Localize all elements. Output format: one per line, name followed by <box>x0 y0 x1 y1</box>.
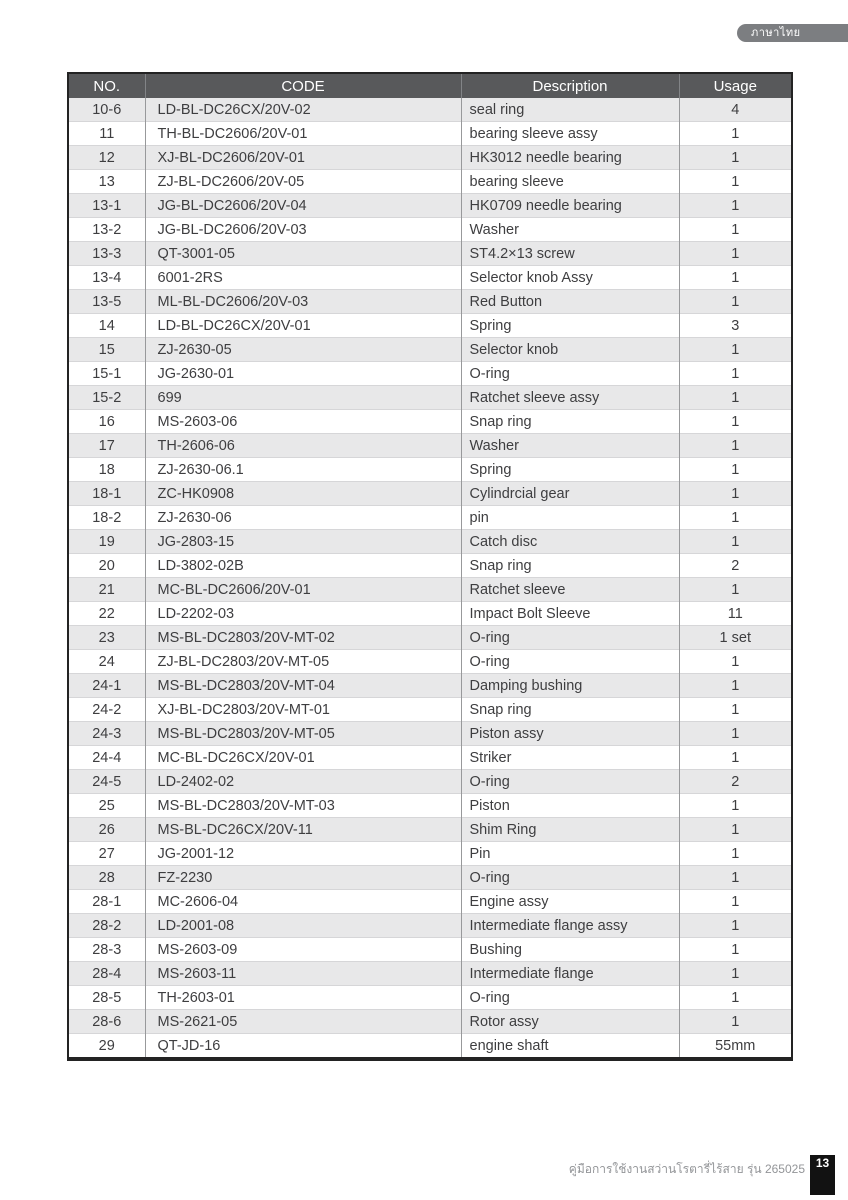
table-row <box>68 410 792 434</box>
cell-code: LD-2402-02 <box>145 770 461 794</box>
cell-code: XJ-BL-DC2606/20V-01 <box>145 146 461 170</box>
cell-description: Cylindrcial gear <box>461 482 679 506</box>
table-row <box>68 314 792 338</box>
cell-description: Catch disc <box>461 530 679 554</box>
cell-usage: 1 set <box>679 626 792 650</box>
cell-description: Ratchet sleeve <box>461 578 679 602</box>
table-row <box>68 386 792 410</box>
cell-usage: 1 <box>679 194 792 218</box>
cell-no: 28-3 <box>68 938 145 962</box>
table-row <box>68 578 792 602</box>
cell-description: Impact Bolt Sleeve <box>461 602 679 626</box>
cell-usage: 1 <box>679 914 792 938</box>
cell-no: 21 <box>68 578 145 602</box>
table-row <box>68 938 792 962</box>
cell-usage: 55mm <box>679 1034 792 1060</box>
cell-description: Ratchet sleeve assy <box>461 386 679 410</box>
cell-code: LD-2001-08 <box>145 914 461 938</box>
cell-code: MC-2606-04 <box>145 890 461 914</box>
cell-code: JG-2803-15 <box>145 530 461 554</box>
cell-description: HK3012 needle bearing <box>461 146 679 170</box>
cell-description: Pin <box>461 842 679 866</box>
cell-no: 24-3 <box>68 722 145 746</box>
table-row <box>68 1010 792 1034</box>
table-row <box>68 770 792 794</box>
cell-no: 25 <box>68 794 145 818</box>
cell-no: 10-6 <box>68 98 145 122</box>
page-number-badge: 13 <box>810 1155 835 1195</box>
cell-usage: 1 <box>679 650 792 674</box>
cell-code: MS-2621-05 <box>145 1010 461 1034</box>
cell-description: Piston <box>461 794 679 818</box>
cell-code: QT-JD-16 <box>145 1034 461 1060</box>
cell-usage: 1 <box>679 170 792 194</box>
table-row <box>68 242 792 266</box>
cell-usage: 1 <box>679 818 792 842</box>
cell-code: JG-2001-12 <box>145 842 461 866</box>
cell-usage: 1 <box>679 122 792 146</box>
cell-description: HK0709 needle bearing <box>461 194 679 218</box>
column-header-usage: Usage <box>679 73 792 98</box>
cell-usage: 1 <box>679 146 792 170</box>
table-row <box>68 170 792 194</box>
cell-description: Selector knob Assy <box>461 266 679 290</box>
cell-no: 13 <box>68 170 145 194</box>
table-row <box>68 962 792 986</box>
cell-code: FZ-2230 <box>145 866 461 890</box>
cell-usage: 1 <box>679 530 792 554</box>
cell-no: 15 <box>68 338 145 362</box>
cell-usage: 1 <box>679 842 792 866</box>
cell-code: JG-2630-01 <box>145 362 461 386</box>
cell-code: MS-2603-09 <box>145 938 461 962</box>
cell-code: LD-BL-DC26CX/20V-02 <box>145 98 461 122</box>
cell-usage: 1 <box>679 506 792 530</box>
cell-usage: 1 <box>679 1010 792 1034</box>
cell-no: 22 <box>68 602 145 626</box>
table-row <box>68 602 792 626</box>
cell-usage: 1 <box>679 482 792 506</box>
cell-description: Selector knob <box>461 338 679 362</box>
table-row <box>68 866 792 890</box>
table-row <box>68 1034 792 1060</box>
cell-code: TH-BL-DC2606/20V-01 <box>145 122 461 146</box>
cell-description: Striker <box>461 746 679 770</box>
cell-no: 18-1 <box>68 482 145 506</box>
cell-description: O-ring <box>461 770 679 794</box>
cell-usage: 1 <box>679 938 792 962</box>
cell-code: ML-BL-DC2606/20V-03 <box>145 290 461 314</box>
cell-code: MC-BL-DC26CX/20V-01 <box>145 746 461 770</box>
cell-usage: 2 <box>679 554 792 578</box>
table-row <box>68 890 792 914</box>
table-row <box>68 842 792 866</box>
cell-usage: 1 <box>679 410 792 434</box>
cell-usage: 1 <box>679 338 792 362</box>
cell-no: 28 <box>68 866 145 890</box>
table-row <box>68 194 792 218</box>
cell-code: MS-BL-DC2803/20V-MT-02 <box>145 626 461 650</box>
cell-description: pin <box>461 506 679 530</box>
column-header-description: Description <box>461 73 679 98</box>
cell-usage: 1 <box>679 458 792 482</box>
cell-code: MS-2603-06 <box>145 410 461 434</box>
cell-code: MS-BL-DC26CX/20V-11 <box>145 818 461 842</box>
cell-description: ST4.2×13 screw <box>461 242 679 266</box>
cell-description: seal ring <box>461 98 679 122</box>
cell-usage: 1 <box>679 986 792 1010</box>
cell-description: O-ring <box>461 650 679 674</box>
cell-code: MS-BL-DC2803/20V-MT-04 <box>145 674 461 698</box>
column-header-no: NO. <box>68 73 145 98</box>
cell-usage: 1 <box>679 266 792 290</box>
cell-usage: 1 <box>679 794 792 818</box>
footer-manual-title: คู่มือการใช้งานสว่านโรตารี่ไร้สาย รุ่น 265025 <box>568 1162 805 1176</box>
cell-usage: 1 <box>679 386 792 410</box>
table-row <box>68 530 792 554</box>
cell-usage: 1 <box>679 890 792 914</box>
cell-code: ZJ-2630-06 <box>145 506 461 530</box>
table-row <box>68 986 792 1010</box>
cell-description: O-ring <box>461 626 679 650</box>
cell-no: 17 <box>68 434 145 458</box>
cell-no: 16 <box>68 410 145 434</box>
cell-description: bearing sleeve assy <box>461 122 679 146</box>
cell-no: 12 <box>68 146 145 170</box>
table-row <box>68 674 792 698</box>
cell-code: TH-2603-01 <box>145 986 461 1010</box>
table-row <box>68 722 792 746</box>
cell-usage: 1 <box>679 578 792 602</box>
table-row <box>68 146 792 170</box>
cell-description: Spring <box>461 458 679 482</box>
cell-description: Snap ring <box>461 554 679 578</box>
cell-no: 13-4 <box>68 266 145 290</box>
cell-description: Snap ring <box>461 698 679 722</box>
cell-description: Damping bushing <box>461 674 679 698</box>
cell-no: 28-5 <box>68 986 145 1010</box>
cell-description: bearing sleeve <box>461 170 679 194</box>
cell-description: Spring <box>461 314 679 338</box>
cell-code: MS-2603-11 <box>145 962 461 986</box>
cell-code: LD-3802-02B <box>145 554 461 578</box>
cell-code: MS-BL-DC2803/20V-MT-03 <box>145 794 461 818</box>
cell-description: Intermediate flange assy <box>461 914 679 938</box>
cell-code: ZC-HK0908 <box>145 482 461 506</box>
cell-no: 15-1 <box>68 362 145 386</box>
cell-code: JG-BL-DC2606/20V-03 <box>145 218 461 242</box>
table-header-row <box>68 73 792 98</box>
cell-no: 13-3 <box>68 242 145 266</box>
cell-description: Snap ring <box>461 410 679 434</box>
cell-no: 18-2 <box>68 506 145 530</box>
cell-usage: 4 <box>679 98 792 122</box>
cell-description: Intermediate flange <box>461 962 679 986</box>
cell-code: TH-2606-06 <box>145 434 461 458</box>
cell-usage: 1 <box>679 290 792 314</box>
cell-description: O-ring <box>461 866 679 890</box>
cell-code: 6001-2RS <box>145 266 461 290</box>
cell-no: 24 <box>68 650 145 674</box>
cell-description: Washer <box>461 434 679 458</box>
parts-table <box>67 72 793 1061</box>
cell-no: 28-2 <box>68 914 145 938</box>
cell-description: O-ring <box>461 986 679 1010</box>
cell-no: 13-5 <box>68 290 145 314</box>
cell-description: Bushing <box>461 938 679 962</box>
cell-no: 19 <box>68 530 145 554</box>
cell-code: MS-BL-DC2803/20V-MT-05 <box>145 722 461 746</box>
cell-no: 27 <box>68 842 145 866</box>
cell-no: 23 <box>68 626 145 650</box>
table-row <box>68 362 792 386</box>
cell-code: 699 <box>145 386 461 410</box>
cell-usage: 1 <box>679 866 792 890</box>
cell-code: ZJ-2630-05 <box>145 338 461 362</box>
cell-description: Piston assy <box>461 722 679 746</box>
cell-no: 24-5 <box>68 770 145 794</box>
table-row <box>68 266 792 290</box>
cell-no: 15-2 <box>68 386 145 410</box>
cell-no: 28-1 <box>68 890 145 914</box>
cell-no: 13-2 <box>68 218 145 242</box>
table-body <box>68 98 792 1059</box>
cell-code: ZJ-2630-06.1 <box>145 458 461 482</box>
table-row <box>68 914 792 938</box>
table-row <box>68 698 792 722</box>
table-row <box>68 554 792 578</box>
cell-usage: 1 <box>679 746 792 770</box>
cell-no: 29 <box>68 1034 145 1060</box>
language-tab: ภาษาไทย <box>737 24 848 42</box>
cell-code: ZJ-BL-DC2606/20V-05 <box>145 170 461 194</box>
table-row <box>68 218 792 242</box>
cell-usage: 1 <box>679 434 792 458</box>
cell-usage: 11 <box>679 602 792 626</box>
table-row <box>68 650 792 674</box>
cell-code: MC-BL-DC2606/20V-01 <box>145 578 461 602</box>
table-row <box>68 818 792 842</box>
table-row <box>68 338 792 362</box>
cell-code: QT-3001-05 <box>145 242 461 266</box>
cell-usage: 3 <box>679 314 792 338</box>
cell-no: 13-1 <box>68 194 145 218</box>
cell-code: JG-BL-DC2606/20V-04 <box>145 194 461 218</box>
cell-no: 24-1 <box>68 674 145 698</box>
cell-no: 11 <box>68 122 145 146</box>
cell-description: engine shaft <box>461 1034 679 1060</box>
cell-no: 28-6 <box>68 1010 145 1034</box>
table-row <box>68 794 792 818</box>
cell-code: LD-2202-03 <box>145 602 461 626</box>
cell-description: Engine assy <box>461 890 679 914</box>
table-row <box>68 506 792 530</box>
cell-description: O-ring <box>461 362 679 386</box>
cell-no: 20 <box>68 554 145 578</box>
cell-usage: 1 <box>679 674 792 698</box>
cell-no: 26 <box>68 818 145 842</box>
table-row <box>68 122 792 146</box>
cell-usage: 1 <box>679 698 792 722</box>
cell-usage: 1 <box>679 962 792 986</box>
table-row <box>68 290 792 314</box>
cell-usage: 1 <box>679 362 792 386</box>
cell-code: XJ-BL-DC2803/20V-MT-01 <box>145 698 461 722</box>
column-header-code: CODE <box>145 73 461 98</box>
cell-no: 14 <box>68 314 145 338</box>
cell-code: ZJ-BL-DC2803/20V-MT-05 <box>145 650 461 674</box>
table-row <box>68 98 792 122</box>
table-row <box>68 458 792 482</box>
cell-code: LD-BL-DC26CX/20V-01 <box>145 314 461 338</box>
cell-no: 24-2 <box>68 698 145 722</box>
cell-no: 28-4 <box>68 962 145 986</box>
cell-usage: 1 <box>679 218 792 242</box>
table-row <box>68 746 792 770</box>
cell-description: Red Button <box>461 290 679 314</box>
cell-description: Shim Ring <box>461 818 679 842</box>
cell-usage: 1 <box>679 722 792 746</box>
table-row <box>68 482 792 506</box>
cell-description: Washer <box>461 218 679 242</box>
cell-no: 18 <box>68 458 145 482</box>
cell-usage: 1 <box>679 242 792 266</box>
table-row <box>68 626 792 650</box>
cell-no: 24-4 <box>68 746 145 770</box>
table-row <box>68 434 792 458</box>
cell-description: Rotor assy <box>461 1010 679 1034</box>
cell-usage: 2 <box>679 770 792 794</box>
